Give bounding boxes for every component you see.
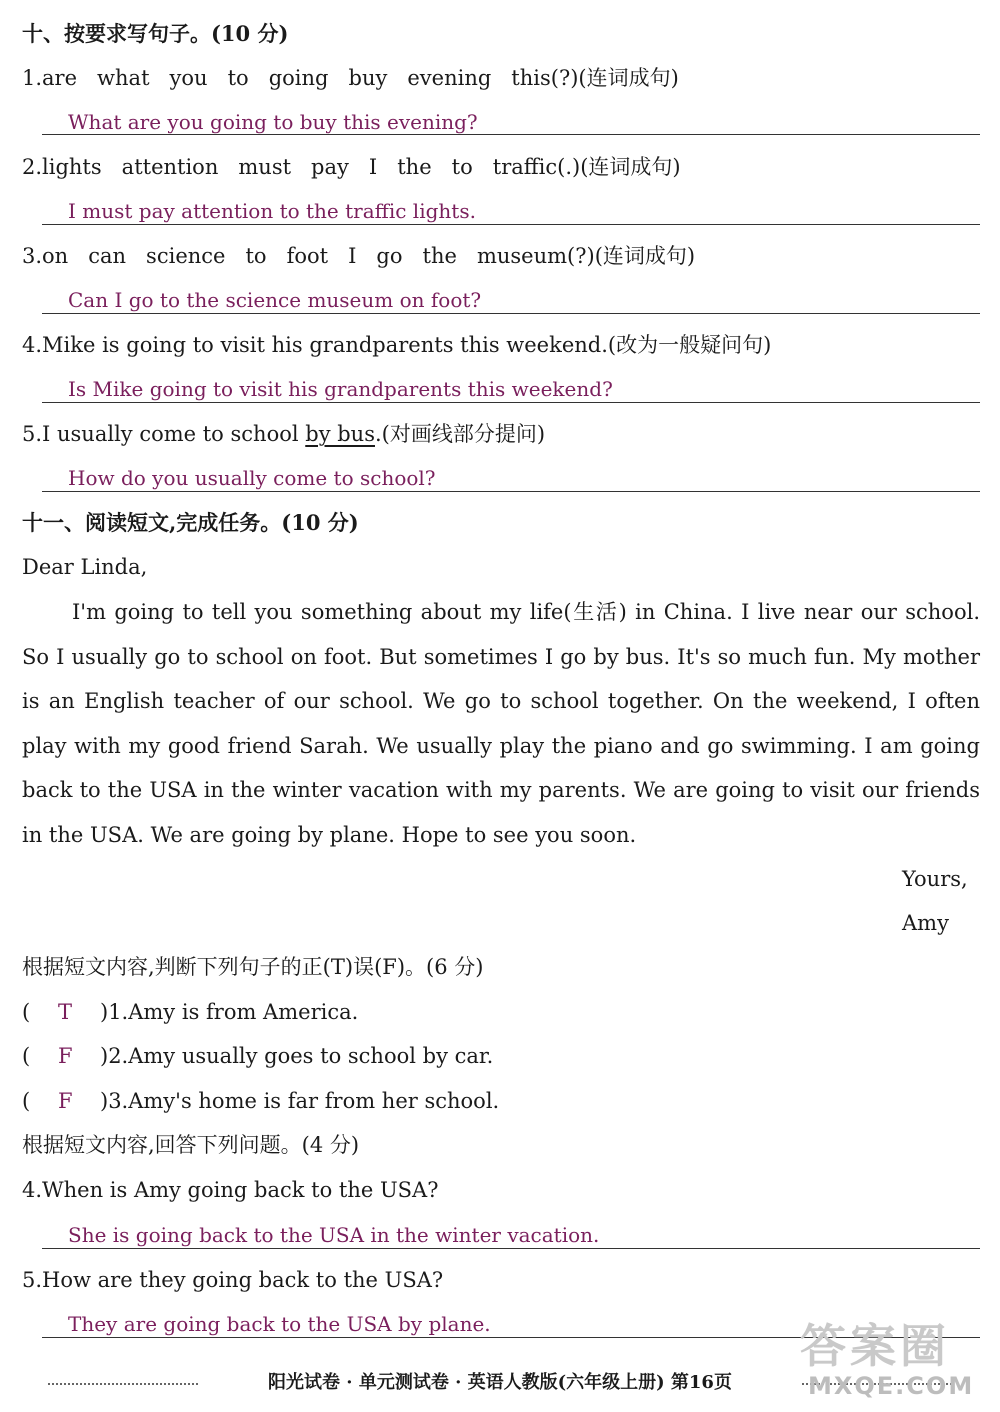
answer-1: What are you going to buy this evening? (68, 110, 478, 134)
footer-label: 阳光试卷 · 单元测试卷 · 英语人教版(六年级上册) 第16页 (262, 1372, 738, 1393)
question-5-pre: 5.I usually come to school (22, 422, 306, 446)
qa-answer-5: They are going back to the USA by plane. (68, 1312, 491, 1336)
answer-line-5 (42, 491, 980, 492)
letter-closing: Yours, (902, 867, 968, 891)
answer-5: How do you usually come to school? (68, 466, 436, 490)
tf-item-3: )3.Amy's home is far from her school. (100, 1089, 500, 1113)
question-4: 4.Mike is going to visit his grandparents this weekend.(改为一般疑问句) (22, 333, 772, 357)
tf-mark-2: F (58, 1044, 73, 1068)
qa-answer-line-4 (42, 1248, 980, 1249)
qa-title: 根据短文内容,回答下列问题。(4 分) (22, 1133, 360, 1157)
tf-paren-1: ( (22, 1000, 31, 1024)
tf-mark-3: F (58, 1089, 73, 1113)
qa-question-4: 4.When is Amy going back to the USA? (22, 1178, 439, 1202)
watermark-logo: 答案圈 (800, 1319, 950, 1373)
answer-line-1 (42, 134, 980, 135)
answer-line-4 (42, 402, 980, 403)
question-3: 3.on can science to foot I go the museum(?)(连词成句) (22, 244, 696, 268)
question-1: 1.are what you to going buy evening this(?)(连词成句) (22, 66, 679, 90)
question-2: 2.lights attention must pay I the to traffic(.)(连词成句) (22, 155, 681, 179)
answer-3: Can I go to the science museum on foot? (68, 288, 482, 312)
letter-signature: Amy (902, 911, 949, 935)
question-5-underlined: by bus (305, 422, 375, 446)
section-11-title: 十一、阅读短文,完成任务。(10 分) (22, 510, 359, 535)
tf-title: 根据短文内容,判断下列句子的正(T)误(F)。(6 分) (22, 955, 484, 979)
letter-greeting: Dear Linda, (22, 555, 148, 579)
question-5 (22, 420, 545, 448)
tf-mark-1: T (58, 1000, 73, 1024)
answer-2: I must pay attention to the traffic lights. (68, 199, 476, 223)
watermark-url: MXQE.COM (808, 1372, 975, 1400)
tf-paren-3: ( (22, 1089, 31, 1113)
letter-body: I'm going to tell you something about my life(生活) in China. I live near our school. So I usually go to school on foot. But sometimes I go by bus. It's so much fun. My mother is an English teacher of our school. We go to school together. On the weekend, I often play with my good friend Sarah. We usually play the piano and go swimming. I am going back to the USA in the winter vacation with my parents. We are going to visit our friends in the USA. We are going by plane. Hope to see you soon. (22, 600, 980, 847)
answer-line-2 (42, 224, 980, 225)
tf-item-2: )2.Amy usually goes to school by car. (100, 1044, 494, 1068)
answer-4: Is Mike going to visit his grandparents this weekend? (68, 377, 613, 401)
qa-question-5: 5.How are they going back to the USA? (22, 1268, 444, 1292)
question-5-post: .(对画线部分提问) (374, 422, 546, 446)
qa-answer-4: She is going back to the USA in the winter vacation. (68, 1223, 600, 1247)
section-10-title: 十、按要求写句子。(10 分) (22, 21, 289, 46)
answer-line-3 (42, 313, 980, 314)
tf-item-1: )1.Amy is from America. (100, 1000, 359, 1024)
tf-paren-2: ( (22, 1044, 31, 1068)
